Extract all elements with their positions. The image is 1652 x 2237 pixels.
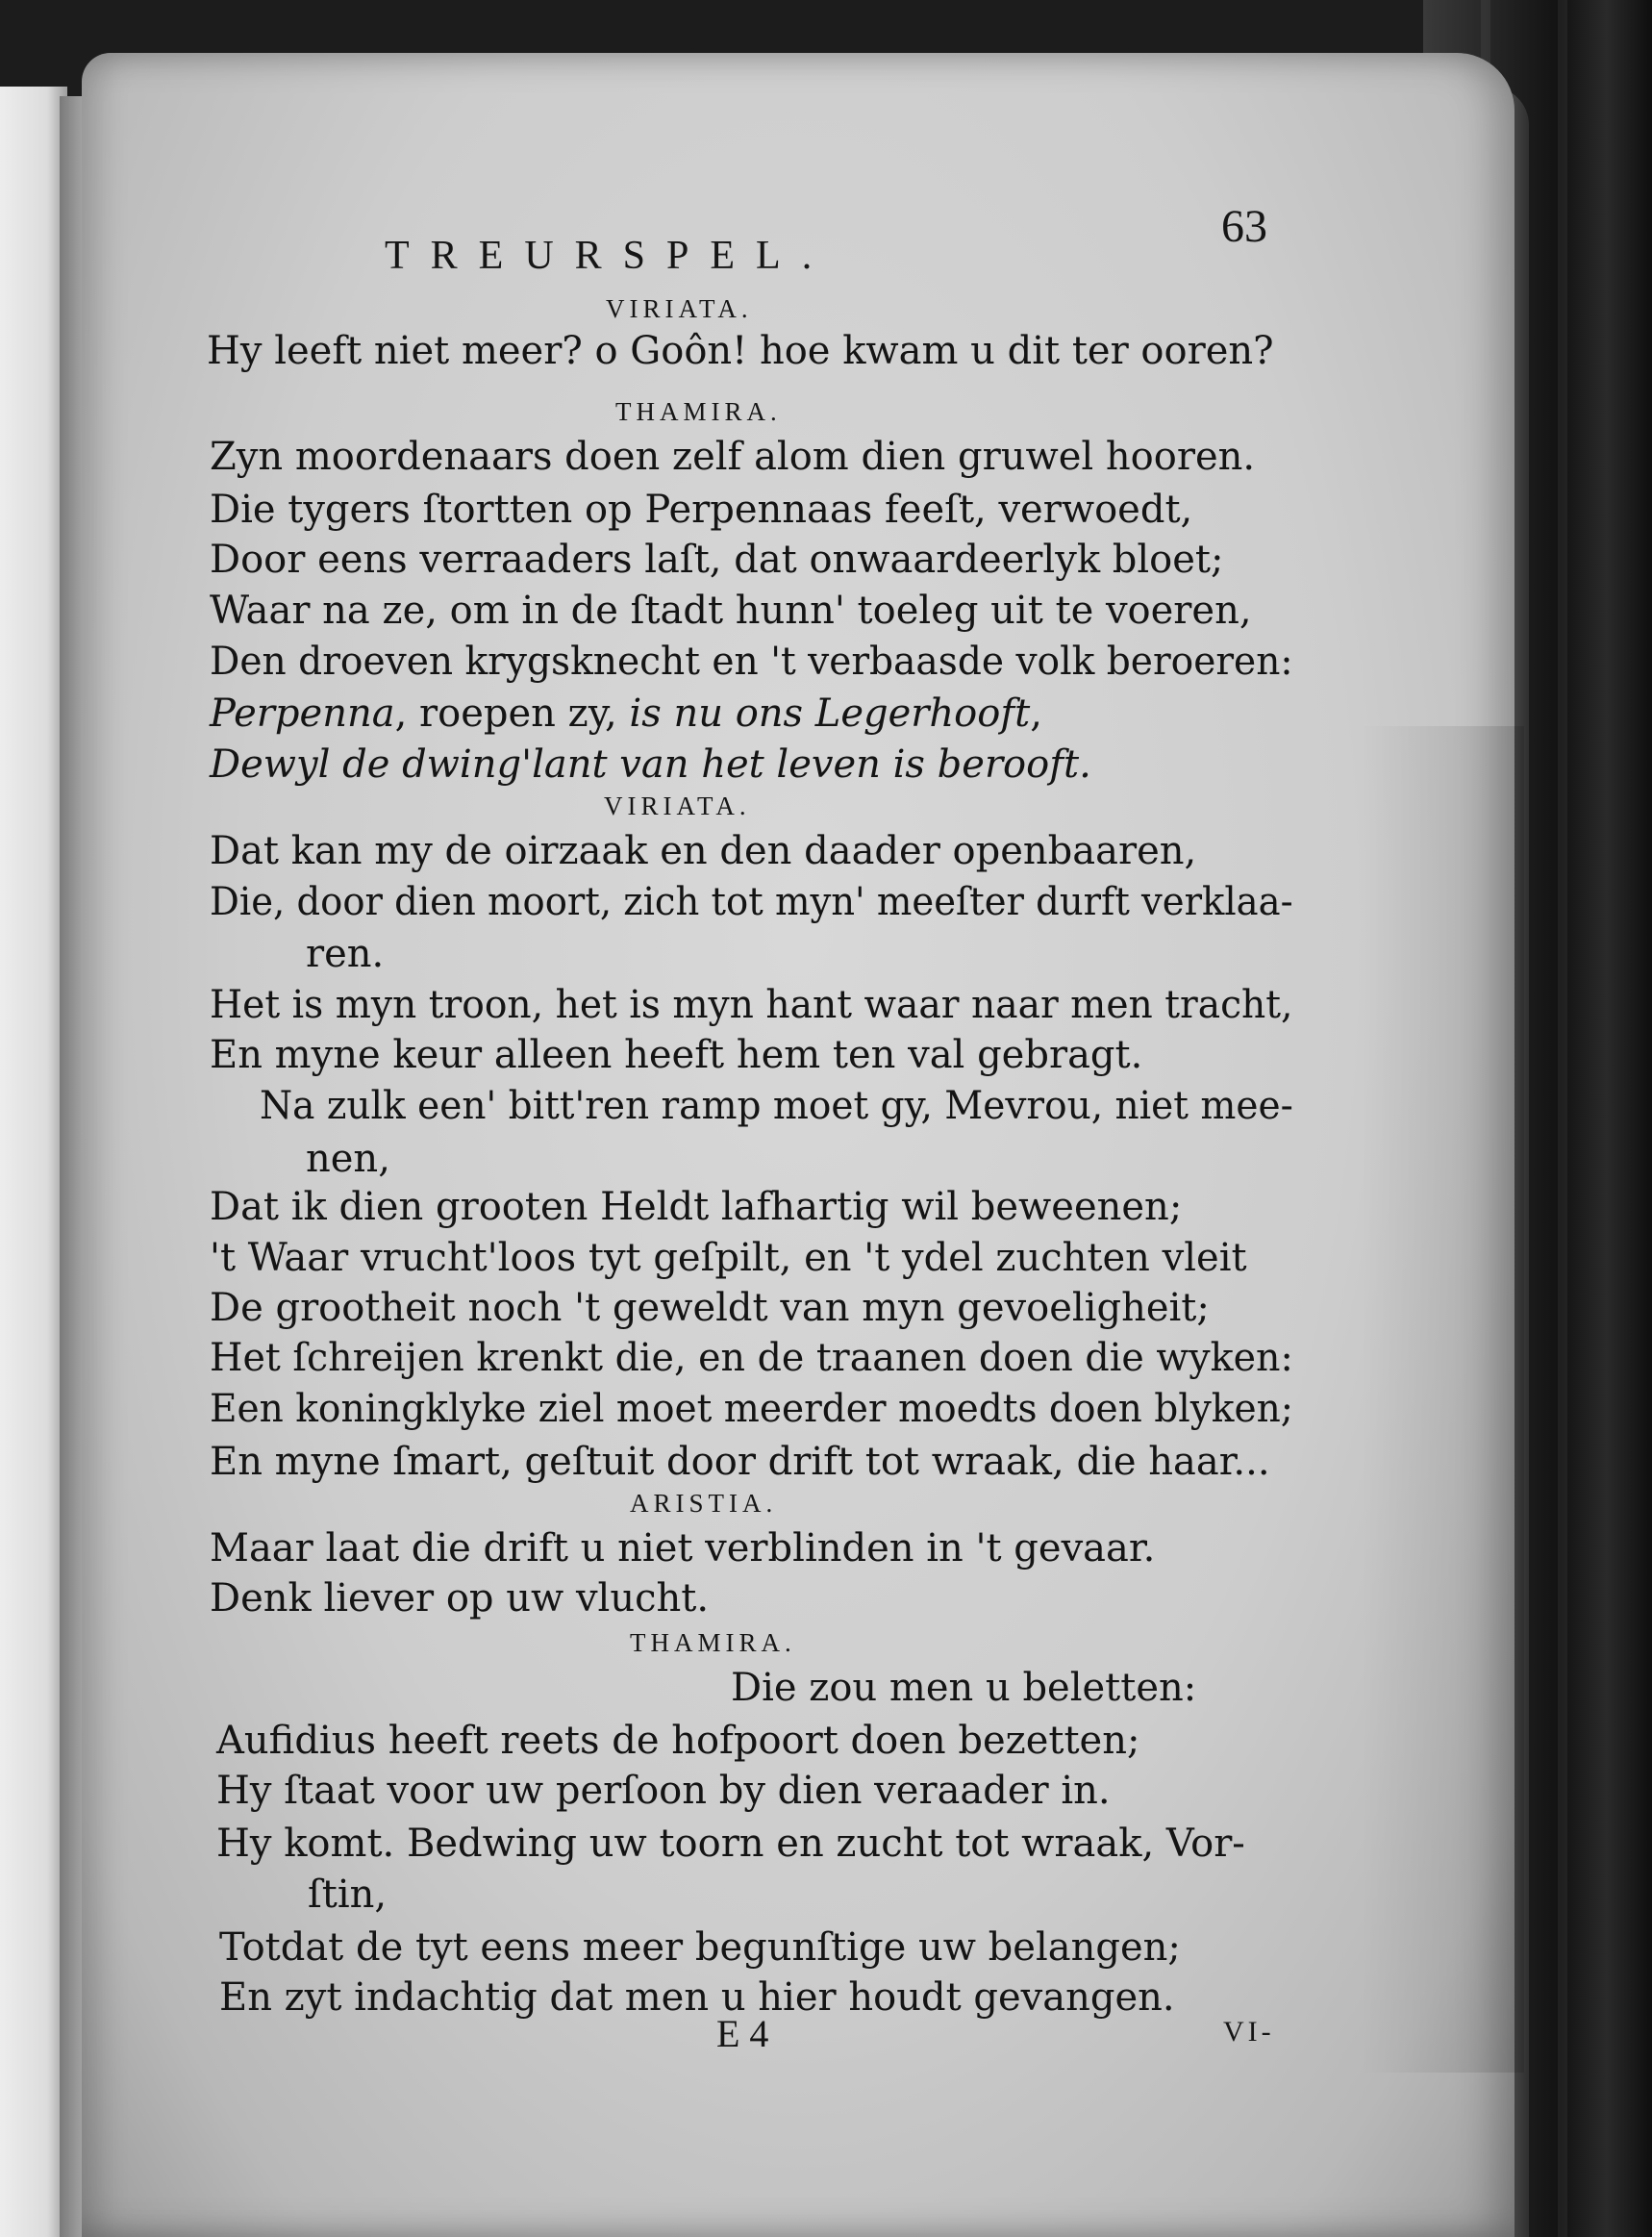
book-page xyxy=(82,53,1514,2237)
verse-line: Dewyl de dwing'lant van het leven is berooft. xyxy=(210,742,1091,787)
text-segment: , roepen zy, xyxy=(394,691,630,736)
speaker-name: THAMIRA. xyxy=(630,1628,796,1657)
verse-line: Die, door dien moort, zich tot myn' meeſter durft verklaa- xyxy=(210,880,1293,924)
facing-page-edge xyxy=(0,87,67,2237)
verse-line: Totdat de tyt eens meer begunſtige uw belangen; xyxy=(219,1925,1181,1970)
verse-line: 't Waar vrucht'loos tyt geſpilt, en 't ydel zuchten vleit xyxy=(210,1236,1247,1280)
verse-line: Aufidius heeft reets de hofpoort doen bezetten; xyxy=(216,1719,1140,1763)
verse-line: En zyt indachtig dat men u hier houdt gevangen. xyxy=(219,1975,1175,2020)
running-head: TREURSPEL. xyxy=(385,234,834,278)
verse-line: Hy komt. Bedwing uw toorn en zucht tot wraak, Vor- xyxy=(216,1822,1245,1866)
verse-line: Dat kan my de oirzaak en den daader openbaaren, xyxy=(210,829,1197,873)
verse-line: Hy ſtaat voor uw perſoon by dien veraader in. xyxy=(216,1769,1111,1813)
speaker-name: THAMIRA. xyxy=(615,397,782,426)
italic-segment: is nu ons Legerhooft xyxy=(629,691,1031,736)
verse-line: Maar laat die drift u niet verblinden in 't gevaar. xyxy=(210,1526,1156,1571)
verse-line: Dat ik dien grooten Heldt lafhartig wil beweenen; xyxy=(210,1185,1183,1229)
bleed-through-shadow xyxy=(1361,726,1524,2073)
verse-line: nen, xyxy=(306,1137,390,1181)
verse-line: Denk liever op uw vlucht. xyxy=(210,1576,710,1621)
verse-line: Die tygers ſtortten op Perpennaas feeſt, verwoedt, xyxy=(210,488,1193,532)
verse-line: Die zou men u beletten: xyxy=(731,1666,1197,1710)
italic-segment: Perpenna xyxy=(210,691,395,736)
verse-line: Hy leeft niet meer? o Goôn! hoe kwam u dit ter ooren? xyxy=(207,329,1274,373)
speaker-name: ARISTIA. xyxy=(630,1489,778,1518)
verse-line xyxy=(210,691,1042,736)
verse-line: ſtin, xyxy=(308,1873,388,1917)
verse-line: Door eens verraaders laſt, dat onwaardeerlyk bloet; xyxy=(210,538,1224,582)
verse-line: Waar na ze, om in de ſtadt hunn' toeleg uit te voeren, xyxy=(210,589,1252,633)
catchword: VI- xyxy=(1223,2016,1275,2048)
verse-line: Een koningklyke ziel moet meerder moedts doen blyken; xyxy=(210,1387,1293,1431)
speaker-name: VIRIATA. xyxy=(604,792,751,820)
verse-line: Het is myn troon, het is myn hant waar naar men tracht, xyxy=(210,983,1293,1027)
text-segment: , xyxy=(1030,691,1042,736)
verse-line: De grootheit noch 't geweldt van myn gevoeligheit; xyxy=(210,1286,1210,1330)
page-number: 63 xyxy=(1221,201,1267,252)
verse-line: Het ſchreijen krenkt die, en de traanen doen die wyken: xyxy=(210,1336,1293,1380)
verse-line: En myne keur alleen heeft hem ten val gebragt. xyxy=(210,1033,1143,1077)
signature-mark: E 4 xyxy=(716,2012,769,2055)
verse-line: Na zulk een' bitt'ren ramp moet gy, Mevrou, niet mee- xyxy=(260,1084,1293,1128)
speaker-name: VIRIATA. xyxy=(606,294,753,323)
verse-line: Zyn moordenaars doen zelf alom dien gruwel hooren. xyxy=(210,435,1256,479)
verse-line: En myne ſmart, geſtuit door drift tot wraak, die haar... xyxy=(210,1440,1270,1484)
verse-line: Den droeven krygsknecht en 't verbaasde volk beroeren: xyxy=(210,640,1293,684)
verse-line: ren. xyxy=(306,932,385,976)
